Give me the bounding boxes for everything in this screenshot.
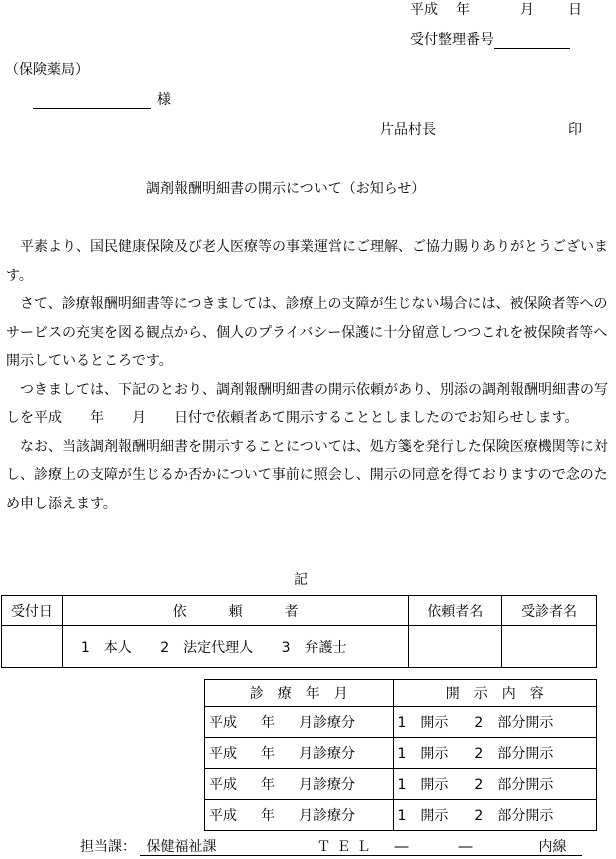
date-era: 平成 — [410, 2, 438, 18]
contact-line — [80, 838, 582, 856]
cell-treatment-month[interactable] — [205, 800, 394, 831]
row-month: 月診療分 — [299, 715, 355, 731]
option-partial: 2 部分開示 — [474, 715, 554, 731]
cell-disclosure-options[interactable] — [393, 800, 597, 831]
tel-label: ＴＥＬ — [316, 839, 377, 855]
row-month: 月診療分 — [299, 746, 355, 762]
option-lawyer: 3 弁護士 — [281, 639, 347, 656]
ki-heading: 記 — [294, 572, 308, 588]
row-year: 年 — [261, 715, 275, 731]
honorific: 様 — [157, 92, 171, 108]
date-month: 月 — [520, 2, 534, 18]
tel-dash-1: ― — [394, 839, 409, 855]
row-era: 平成 — [209, 808, 237, 824]
header-treatment-month: 診 療 年 月 — [205, 680, 394, 707]
paragraph-3: つきましては、下記のとおり、調剤報酬明細書の開示依頼があり、別添の調剤報酬明細書の写しを平成 年 月 日付で依頼者あて開示することとしましたのでお知らせします。 — [6, 381, 608, 426]
dept-name: 保健福祉課 — [146, 839, 217, 855]
seal-mark: 印 — [568, 122, 582, 138]
option-legal-rep: 2 法定代理人 — [160, 639, 254, 656]
date-line — [410, 1, 582, 19]
paragraph-4: なお、当該調剤報酬明細書を開示することについては、処方箋を発行した保険医療機関等に対し、診療上の支障が生じるか否かについて事前に照会し、開示の同意を得ておりますので念のため申し添えます。 — [6, 438, 608, 512]
option-partial: 2 部分開示 — [474, 746, 554, 762]
cell-disclosure-options[interactable] — [393, 738, 597, 769]
paragraph-2: さて、診療報酬明細書等につきましては、診療上の支障が生じない場合には、被保険者等へのサービスの充実を図る観点から、個人のプライバシー保護に十分留意しつつこれを被保険者等へ開示しているところです。 — [6, 296, 608, 369]
cell-requester-name[interactable] — [409, 626, 502, 668]
cell-disclosure-options[interactable] — [393, 707, 597, 738]
cell-treatment-month[interactable] — [205, 707, 394, 738]
dept-label: 担当課： — [80, 839, 136, 855]
paragraph-1: 平素より、国民健康保険及び老人医療等の事業運営にご理解、ご協力賜りありがとうございます。 — [6, 239, 608, 284]
cell-treatment-month[interactable] — [205, 738, 394, 769]
row-year: 年 — [261, 777, 275, 793]
row-month: 月診療分 — [299, 808, 355, 824]
disclosure-row — [205, 800, 597, 831]
option-disclose: 1 開示 — [397, 746, 449, 762]
option-disclose: 1 開示 — [397, 777, 449, 793]
row-era: 平成 — [209, 715, 237, 731]
pharmacy-label: （保険薬局） — [5, 62, 89, 78]
addressee-blank[interactable] — [33, 94, 151, 109]
disclosure-row — [205, 769, 597, 800]
cell-reception-date[interactable] — [2, 626, 63, 668]
row-month: 月診療分 — [299, 777, 355, 793]
reception-number-blank[interactable] — [494, 34, 570, 49]
header-requester-name: 依頼者名 — [409, 596, 502, 626]
disclosure-row — [205, 707, 597, 738]
addressee-line — [33, 91, 171, 109]
cell-treatment-month[interactable] — [205, 769, 394, 800]
requester-table — [1, 595, 597, 668]
row-era: 平成 — [209, 777, 237, 793]
tel-dash-2: ― — [458, 839, 473, 855]
row-year: 年 — [261, 746, 275, 762]
option-disclose: 1 開示 — [397, 808, 449, 824]
option-partial: 2 部分開示 — [474, 808, 554, 824]
date-day: 日 — [568, 2, 582, 18]
date-year: 年 — [456, 2, 470, 18]
cell-requester-options[interactable] — [62, 626, 408, 668]
cell-disclosure-options[interactable] — [393, 769, 597, 800]
reception-number — [410, 31, 570, 49]
header-reception-date: 受付日 — [2, 596, 63, 626]
option-partial: 2 部分開示 — [474, 777, 554, 793]
row-era: 平成 — [209, 746, 237, 762]
header-requester: 依 頼 者 — [62, 596, 408, 626]
disclosure-table — [204, 679, 597, 831]
sender: 片品村長 — [380, 122, 436, 138]
document-title: 調剤報酬明細書の開示について（お知らせ） — [146, 181, 426, 197]
row-year: 年 — [261, 808, 275, 824]
body-text — [6, 233, 612, 518]
extension-label: 内線 — [538, 839, 567, 855]
cell-patient-name[interactable] — [502, 626, 597, 668]
contact-underline — [140, 838, 582, 856]
header-patient-name: 受診者名 — [502, 596, 597, 626]
reception-number-label: 受付整理番号 — [410, 32, 494, 48]
disclosure-row — [205, 738, 597, 769]
option-disclose: 1 開示 — [397, 715, 449, 731]
option-self: 1 本人 — [80, 639, 132, 656]
header-disclosure-content: 開 示 内 容 — [393, 680, 597, 707]
